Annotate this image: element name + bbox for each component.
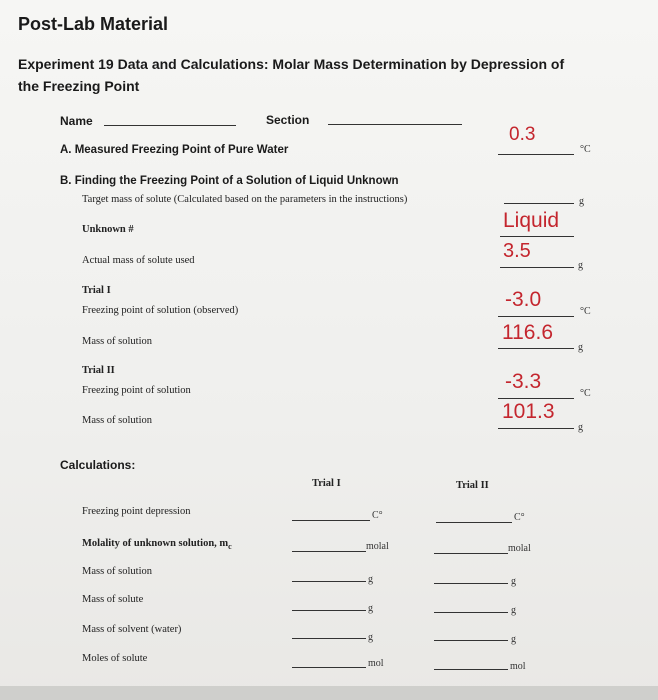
calc-moles-solute-trial2-line[interactable] bbox=[434, 669, 508, 670]
calc-label-molality-text: Molality of unknown solution, m bbox=[82, 538, 229, 549]
calc-label-moles-solute: Moles of solute bbox=[82, 653, 148, 664]
calc-mass-solvent-trial2-line[interactable] bbox=[434, 640, 508, 641]
calc-label-molality bbox=[82, 538, 232, 551]
calc-mass-solution-trial2-line[interactable] bbox=[434, 583, 508, 584]
calc-molality-trial2-line[interactable] bbox=[434, 553, 508, 554]
calc-label-mass-solution: Mass of solution bbox=[82, 566, 153, 577]
calc-mass-solvent-trial1-unit: g bbox=[368, 632, 373, 643]
trial1-fp-label: Freezing point of solution (observed) bbox=[82, 305, 239, 316]
trial1-fp-unit: °C bbox=[580, 306, 591, 317]
calc-mass-solvent-trial2-unit: g bbox=[511, 634, 516, 645]
calc-label-molality-subscript: c bbox=[228, 542, 232, 552]
trial1-heading: Trial I bbox=[82, 285, 111, 296]
trial1-fp-value: -3.0 bbox=[505, 288, 542, 311]
unknown-label: Unknown # bbox=[82, 224, 134, 235]
trial2-mass-unit: g bbox=[578, 422, 583, 433]
calc-fp-depression-trial2-line[interactable] bbox=[436, 522, 512, 523]
target-mass-line[interactable] bbox=[504, 203, 574, 204]
calc-mass-solute-trial1-line[interactable] bbox=[292, 610, 366, 611]
section-field-line[interactable] bbox=[328, 124, 462, 125]
pure-water-unit: °C bbox=[580, 144, 591, 155]
calc-col-trial1: Trial I bbox=[312, 478, 341, 489]
calc-mass-solute-trial2-line[interactable] bbox=[434, 612, 508, 613]
trial2-mass-label: Mass of solution bbox=[82, 415, 153, 426]
target-mass-unit: g bbox=[579, 196, 584, 207]
calc-label-mass-solvent: Mass of solvent (water) bbox=[82, 624, 182, 635]
pure-water-freezing-point-value: 0.3 bbox=[509, 124, 536, 145]
calc-molality-trial1-line[interactable] bbox=[292, 551, 366, 552]
actual-mass-line[interactable] bbox=[500, 267, 574, 268]
experiment-title-line1: Experiment 19 Data and Calculations: Molar Mass Determination by Depression of bbox=[18, 56, 565, 72]
trial2-fp-label: Freezing point of solution bbox=[82, 385, 191, 396]
calc-molality-trial2-unit: molal bbox=[508, 543, 531, 554]
trial2-fp-line[interactable] bbox=[498, 398, 574, 399]
calc-label-mass-solute: Mass of solute bbox=[82, 594, 144, 605]
trial1-mass-unit: g bbox=[578, 342, 583, 353]
calc-moles-solute-trial1-unit: mol bbox=[368, 658, 384, 669]
target-mass-label: Target mass of solute (Calculated based on the parameters in the instructions) bbox=[82, 194, 408, 205]
trial2-fp-value: -3.3 bbox=[505, 370, 542, 393]
name-label: Name bbox=[60, 114, 93, 128]
part-a-label: A. Measured Freezing Point of Pure Water bbox=[60, 144, 289, 156]
trial2-fp-unit: °C bbox=[580, 388, 591, 399]
page-title: Post-Lab Material bbox=[18, 14, 169, 34]
calc-mass-solute-trial2-unit: g bbox=[511, 605, 516, 616]
actual-mass-label: Actual mass of solute used bbox=[82, 255, 195, 266]
actual-mass-value: 3.5 bbox=[503, 240, 531, 262]
unknown-value: Liquid bbox=[503, 209, 560, 232]
calc-moles-solute-trial1-line[interactable] bbox=[292, 667, 366, 668]
trial1-mass-line[interactable] bbox=[498, 348, 574, 349]
trial2-heading: Trial II bbox=[82, 365, 115, 376]
calc-molality-trial1-unit: molal bbox=[366, 541, 389, 552]
unknown-line[interactable] bbox=[500, 236, 574, 237]
pure-water-freezing-point-line[interactable] bbox=[498, 154, 574, 155]
calc-fp-depression-trial1-unit: C° bbox=[372, 510, 383, 521]
experiment-title-line2: the Freezing Point bbox=[18, 78, 140, 94]
trial1-mass-label: Mass of solution bbox=[82, 336, 153, 347]
page-bottom-edge bbox=[0, 686, 658, 700]
calc-moles-solute-trial2-unit: mol bbox=[510, 661, 526, 672]
section-label: Section bbox=[266, 113, 310, 127]
calc-mass-solvent-trial1-line[interactable] bbox=[292, 638, 366, 639]
calc-mass-solution-trial1-line[interactable] bbox=[292, 581, 366, 582]
calc-fp-depression-trial1-line[interactable] bbox=[292, 520, 370, 521]
calculations-heading: Calculations: bbox=[60, 458, 136, 472]
calc-mass-solution-trial1-unit: g bbox=[368, 574, 373, 585]
part-b-label: B. Finding the Freezing Point of a Solution of Liquid Unknown bbox=[60, 175, 399, 187]
trial2-mass-value: 101.3 bbox=[502, 400, 555, 423]
calc-label-fp-depression: Freezing point depression bbox=[82, 506, 191, 517]
calc-fp-depression-trial2-unit: C° bbox=[514, 512, 525, 523]
actual-mass-unit: g bbox=[578, 260, 583, 271]
calc-col-trial2: Trial II bbox=[456, 480, 489, 491]
name-field-line[interactable] bbox=[104, 125, 236, 126]
trial2-mass-line[interactable] bbox=[498, 428, 574, 429]
trial1-fp-line[interactable] bbox=[498, 316, 574, 317]
trial1-mass-value: 116.6 bbox=[502, 321, 553, 344]
calc-mass-solute-trial1-unit: g bbox=[368, 603, 373, 614]
calc-mass-solution-trial2-unit: g bbox=[511, 576, 516, 587]
